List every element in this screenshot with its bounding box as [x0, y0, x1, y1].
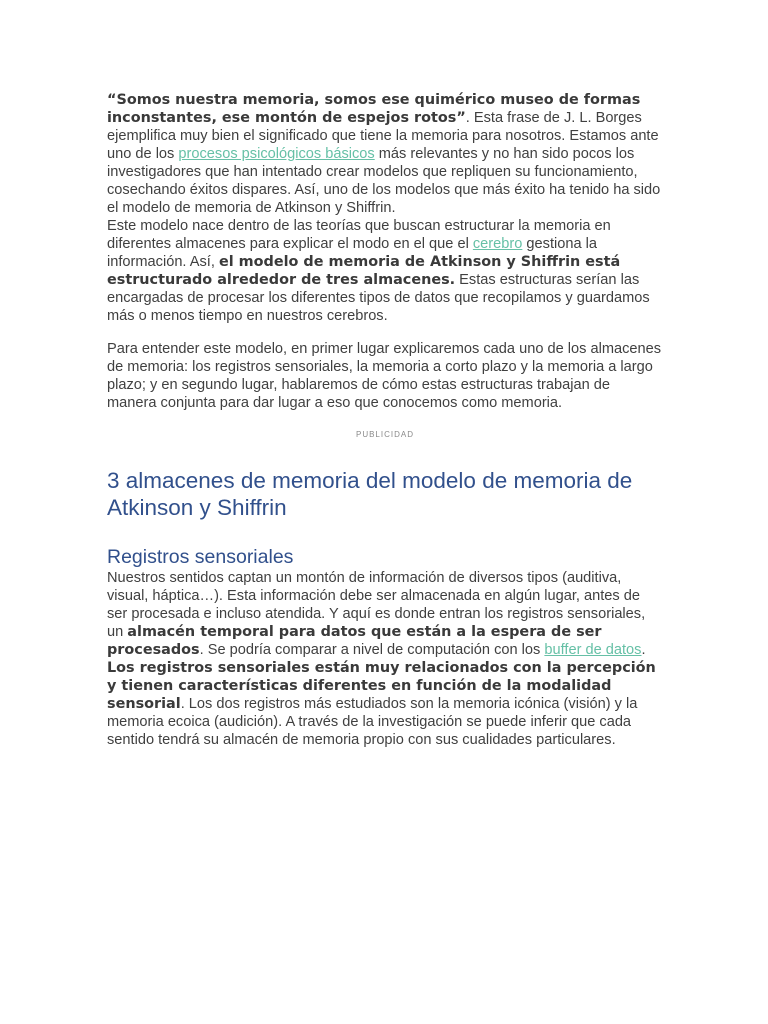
link-data-buffer[interactable]: buffer de datos [544, 642, 642, 658]
intro-text-2: más relevantes y no han sido pocos los investigadores que han intentado crear modelos que repliquen su funcionamiento, cosechando éxitos dispares. Así, uno de los modelos que más éxito ha tenido ha sido el modelo de memoria de Atkinson y Shiffrin. [107, 146, 661, 216]
article-body [107, 91, 663, 749]
borges-quote: “Somos nuestra memoria, somos ese quimérico museo de formas inconstantes, ese montón de espejos rotos” [107, 92, 641, 126]
section-heading: 3 almacenes de memoria del modelo de memoria de Atkinson y Shiffrin [107, 468, 633, 520]
link-brain[interactable]: cerebro [472, 236, 523, 252]
intro-paragraph [107, 91, 663, 217]
model-text-3: Estas estructuras serían las encargadas de procesar los diferentes tipos de datos que recopilamos y guardamos más o menos tiempo en nuestros cerebros. [107, 272, 650, 324]
ad-label: PUBLICIDAD [355, 430, 414, 439]
sensory-text: Nuestros sentidos captan un montón de información de diversos tipos (auditiva, visual, háptica…). Esta información debe ser almacenada en algún lugar, antes de ser procesada e incluso atendida. Y aquí es donde entran los registros sensoriales, un [107, 570, 646, 640]
intro-text: . Esta frase de J. L. Borges ejemplifica muy bien el significado que tiene la memoria para nosotros. Estamos ante uno de los [107, 110, 659, 162]
modality-text: . Los dos registros más estudiados son la memoria icónica (visión) y la memoria ecoica (audición). A través de la investigación se puede inferir que cada sentido tendrá su almacén de memoria propio con sus cualidades particulares. [107, 696, 638, 748]
modality-paragraph [107, 659, 663, 749]
overview-paragraph: Para entender este modelo, en primer lugar explicaremos cada uno de los almacenes de memoria: los registros sensoriales, la memoria a corto plazo y la memoria a largo plazo; y en segundo lugar, hablaremos de cómo estas estructuras trabajan de manera conjunta para dar lugar a eso que conocemos como memoria. [107, 341, 662, 411]
sensory-text-2: . Se podría comparar a nivel de computación con los [199, 642, 545, 658]
modality-bold: Los registros sensoriales están muy relacionados con la percepción y tienen características diferentes en función de la modalidad sensorial [107, 660, 656, 712]
model-paragraph [107, 217, 663, 325]
model-bold-statement: el modelo de memoria de Atkinson y Shiffrin está estructurado alrededor de tres almacenes. [107, 254, 621, 288]
sensory-bold: almacén temporal para datos que están a la espera de ser procesados [107, 624, 602, 658]
link-psychological-processes[interactable]: procesos psicológicos básicos [178, 146, 375, 162]
sensory-paragraph [107, 569, 663, 659]
sensory-text-3: . [641, 642, 646, 658]
model-text: Este modelo nace dentro de las teorías que buscan estructurar la memoria en diferentes almacenes para explicar el modo en el que el [107, 218, 611, 252]
model-text-2: gestiona la información. Así, [107, 236, 598, 270]
subsection-heading: Registros sensoriales [107, 546, 294, 568]
